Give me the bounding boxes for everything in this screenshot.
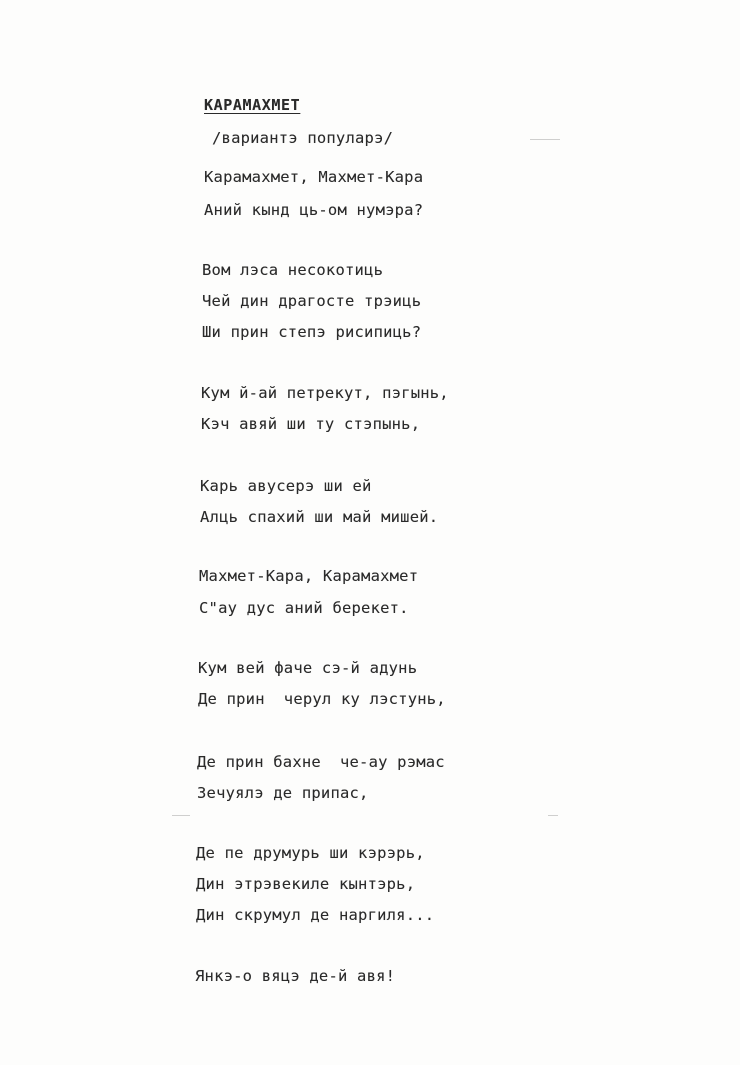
poem-subtitle: /вариантэ популарэ/: [212, 129, 394, 147]
poem-line: Де прин черул ку лэстунь,: [198, 690, 446, 708]
paper-speck: [530, 139, 560, 140]
poem-line: Кэч авяй ши ту стэпынь,: [201, 415, 421, 433]
poem-line: Вом лэса несокотиць: [202, 261, 384, 279]
poem-line: Дин скрумул де наргиля...: [196, 906, 435, 924]
poem-line: Карь авусерэ ши ей: [200, 477, 372, 495]
poem-line: Кум вей фаче сэ-й адунь: [198, 659, 418, 677]
poem-line: Ши прин степэ рисипиць?: [202, 323, 422, 341]
poem-title: КАРАМАХМЕТ: [204, 96, 301, 114]
poem-line: Алць спахий ши май мишей.: [200, 508, 439, 526]
paper-speck: [172, 815, 190, 816]
poem-line: Чей дин драгосте трэиць: [202, 292, 422, 310]
poem-line: С"ау дус аний берекет.: [199, 599, 409, 617]
poem-line: Махмет-Кара, Карамахмет: [199, 567, 419, 585]
poem-line: Кум й-ай петрекут, пэгынь,: [201, 384, 449, 402]
paper-speck: [548, 815, 558, 816]
poem-line: Аний кынд ць-ом нумэра?: [204, 201, 424, 219]
poem-final-line: Янкэ-о вяцэ де-й авя!: [195, 967, 396, 985]
poem-line: Зечуялэ де припас,: [197, 784, 369, 802]
poem-line: Карамахмет, Махмет-Кара: [204, 168, 424, 186]
poem-line: Де пе друмурь ши кэрэрь,: [196, 844, 425, 862]
poem-line: Де прин бахне че-ау рэмас: [197, 753, 445, 771]
poem-line: Дин этрэвекиле кынтэрь,: [196, 875, 416, 893]
